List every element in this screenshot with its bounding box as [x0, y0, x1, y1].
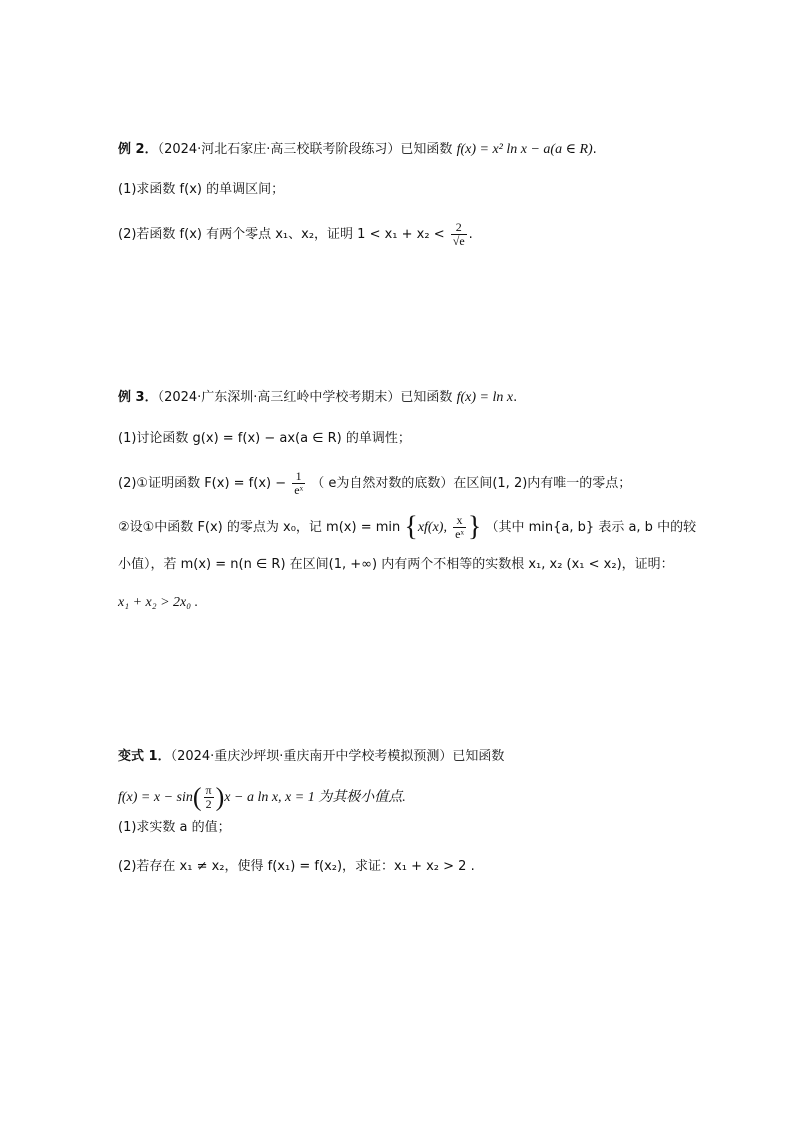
example-3-q2a-text: (2)①证明函数 F(x) = f(x) −	[118, 476, 287, 491]
example-2-source: （2024·河北石家庄·高三校联考阶段练习）已知函数	[157, 142, 453, 157]
example-3-q2a-post: （ e为自然对数的底数）在区间(1, 2)内有唯一的零点；	[311, 476, 632, 491]
variation-1-question-2	[118, 858, 475, 876]
example-2-q2-text: (2)若函数 f(x) 有两个零点 x₁、x₂，证明 1 < x₁ + x₂ <	[118, 227, 445, 242]
variation-1-label: 变式 1．	[118, 749, 171, 764]
example-3-question-2a	[118, 470, 631, 497]
example-3-question-2c	[118, 556, 674, 574]
fraction-denominator: √e	[452, 234, 465, 248]
example-3-label: 例 3．	[118, 390, 158, 405]
example-2-end: .	[592, 142, 597, 157]
example-2-q2-end: .	[468, 227, 473, 242]
example-3-question-2d	[118, 594, 198, 612]
variation-1-header	[118, 748, 504, 766]
variation-1-func-pre: f(x) = x − sin	[118, 790, 193, 805]
variation-1-fraction	[204, 784, 214, 811]
variation-1-q1-text: (1)求实数 a 的值；	[118, 820, 231, 835]
fraction-numerator: π	[205, 783, 212, 797]
example-3-q2c-text: 小值），若 m(x) = n(n ∈ R) 在区间(1, +∞) 内有两个不相等的实数根 x₁, x₂ (x₁ < x₂)，证明：	[118, 557, 674, 572]
fraction-denominator: eˣ	[294, 483, 304, 497]
example-3-source: （2024·广东深圳·高三红岭中学校考期末）已知函数	[157, 390, 453, 405]
fraction-numerator: x	[453, 514, 466, 528]
right-brace-icon: }	[467, 511, 482, 543]
example-3-end: .	[513, 390, 518, 405]
example-3-q2b-post: （其中 min{a, b} 表示 a, b 中的较	[485, 520, 697, 535]
example-2-fraction	[451, 221, 467, 248]
right-paren-icon: )	[215, 782, 225, 812]
example-3-q1-text: (1)讨论函数 g(x) = f(x) − ax(a ∈ R) 的单调性；	[118, 431, 411, 446]
example-2-label: 例 2．	[118, 142, 158, 157]
fraction-denominator: eˣ	[455, 527, 464, 541]
variation-1-question-1	[118, 819, 231, 837]
example-3-fraction-1	[292, 470, 305, 497]
example-2-question-1	[118, 181, 284, 199]
example-3-q2d-text: x₁ + x₂ > 2x₀ .	[118, 595, 199, 610]
example-2-q1-text: (1)求函数 f(x) 的单调区间；	[118, 182, 285, 197]
example-3-fraction-2	[453, 514, 466, 541]
example-2-function: f(x) = x² ln x − a(a ∈ R)	[456, 142, 593, 157]
example-3-q2b-text: ②设①中函数 F(x) 的零点为 x₀，记 m(x) = min	[118, 520, 401, 535]
variation-1-q2-text: (2)若存在 x₁ ≠ x₂，使得 f(x₁) = f(x₂)，求证：x₁ + x₂ > 2 .	[118, 859, 475, 874]
example-3-header	[118, 389, 517, 407]
variation-1-func-post: x − a ln x, x = 1 为其极小值点.	[224, 790, 406, 805]
example-3-question-1	[118, 430, 411, 448]
example-2-question-2	[118, 221, 473, 248]
fraction-numerator: 2	[451, 221, 467, 235]
left-brace-icon: {	[404, 511, 418, 543]
example-3-function: f(x) = ln x	[456, 390, 514, 405]
variation-1-function	[118, 784, 406, 811]
example-3-question-2b	[118, 511, 697, 543]
fraction-numerator: 1	[292, 470, 305, 484]
example-3-min-arg: xf(x),	[417, 520, 447, 535]
fraction-denominator: 2	[205, 797, 212, 811]
variation-1-source: （2024·重庆沙坪坝·重庆南开中学校考模拟预测）已知函数	[170, 749, 505, 764]
left-paren-icon: (	[192, 782, 202, 812]
example-2-header	[118, 141, 597, 159]
